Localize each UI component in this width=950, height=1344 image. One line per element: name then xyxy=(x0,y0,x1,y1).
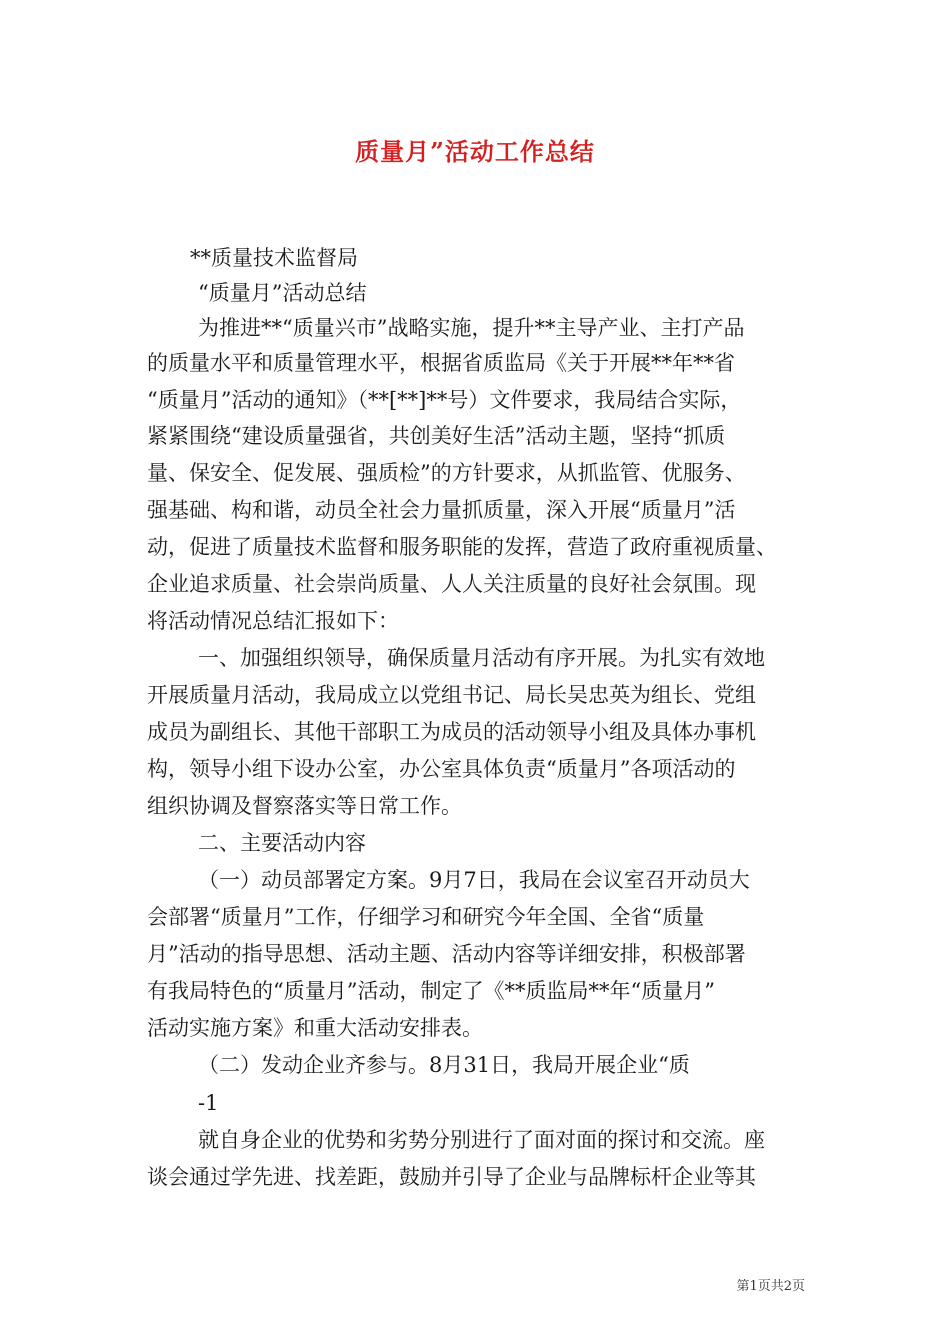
page-marker: -1 xyxy=(198,1091,219,1115)
body-line: 谈会通过学先进、找差距，鼓励并引导了企业与品牌标杆企业等其 xyxy=(147,1165,756,1189)
body-line: 就自身企业的优势和劣势分别进行了面对面的探讨和交流。座 xyxy=(198,1128,765,1152)
body-line: 二、主要活动内容 xyxy=(198,831,366,855)
body-line: （一）动员部署定方案。9月7日，我局在会议室召开动员大 xyxy=(198,868,750,892)
page-number-footer: 第1页共2页 xyxy=(736,1279,805,1294)
document-title: 质量月”活动工作总结 xyxy=(355,137,595,166)
body-line: 量、保安全、促发展、强质检”的方针要求，从抓监管、优服务、 xyxy=(147,461,746,485)
body-line: 一、加强组织领导，确保质量月活动有序开展。为扎实有效地 xyxy=(198,646,765,670)
body-line: 的质量水平和质量管理水平，根据省质监局《关于开展**年**省 xyxy=(147,351,735,375)
body-line: 有我局特色的“质量月”活动，制定了《**质监局**年“质量月” xyxy=(147,979,715,1003)
body-line: **质量技术监督局 xyxy=(190,246,358,270)
body-line: 紧紧围绕“建设质量强省，共创美好生活”活动主题，坚持“抓质 xyxy=(147,424,726,448)
body-line: （二）发动企业齐参与。8月31日，我局开展企业“质 xyxy=(198,1053,690,1077)
body-line: 动，促进了质量技术监督和服务职能的发挥，营造了政府重视质量、 xyxy=(147,535,777,559)
body-line: 成员为副组长、其他干部职工为成员的活动领导小组及具体办事机 xyxy=(147,720,756,744)
body-line: 强基础、构和谐，动员全社会力量抓质量，深入开展“质量月”活 xyxy=(147,498,736,522)
body-line: 开展质量月活动，我局成立以党组书记、局长吴忠英为组长、党组 xyxy=(147,683,756,707)
body-line: 活动实施方案》和重大活动安排表。 xyxy=(147,1016,483,1040)
body-line: 将活动情况总结汇报如下： xyxy=(147,609,399,633)
body-line: “质量月”活动的通知》（**[**]**号）文件要求，我局结合实际， xyxy=(147,388,742,412)
body-line: 为推进**“质量兴市”战略实施，提升**主导产业、主打产品 xyxy=(198,316,745,340)
body-line: 企业追求质量、社会崇尚质量、人人关注质量的良好社会氛围。现 xyxy=(147,572,756,596)
body-line: 月”活动的指导思想、活动主题、活动内容等详细安排，积极部署 xyxy=(147,942,746,966)
body-line: 会部署“质量月”工作，仔细学习和研究今年全国、全省“质量 xyxy=(147,905,705,929)
body-line: “质量月”活动总结 xyxy=(198,281,367,305)
body-line: 构，领导小组下设办公室，办公室具体负责“质量月”各项活动的 xyxy=(147,757,736,781)
body-line: 组织协调及督察落实等日常工作。 xyxy=(147,794,462,818)
